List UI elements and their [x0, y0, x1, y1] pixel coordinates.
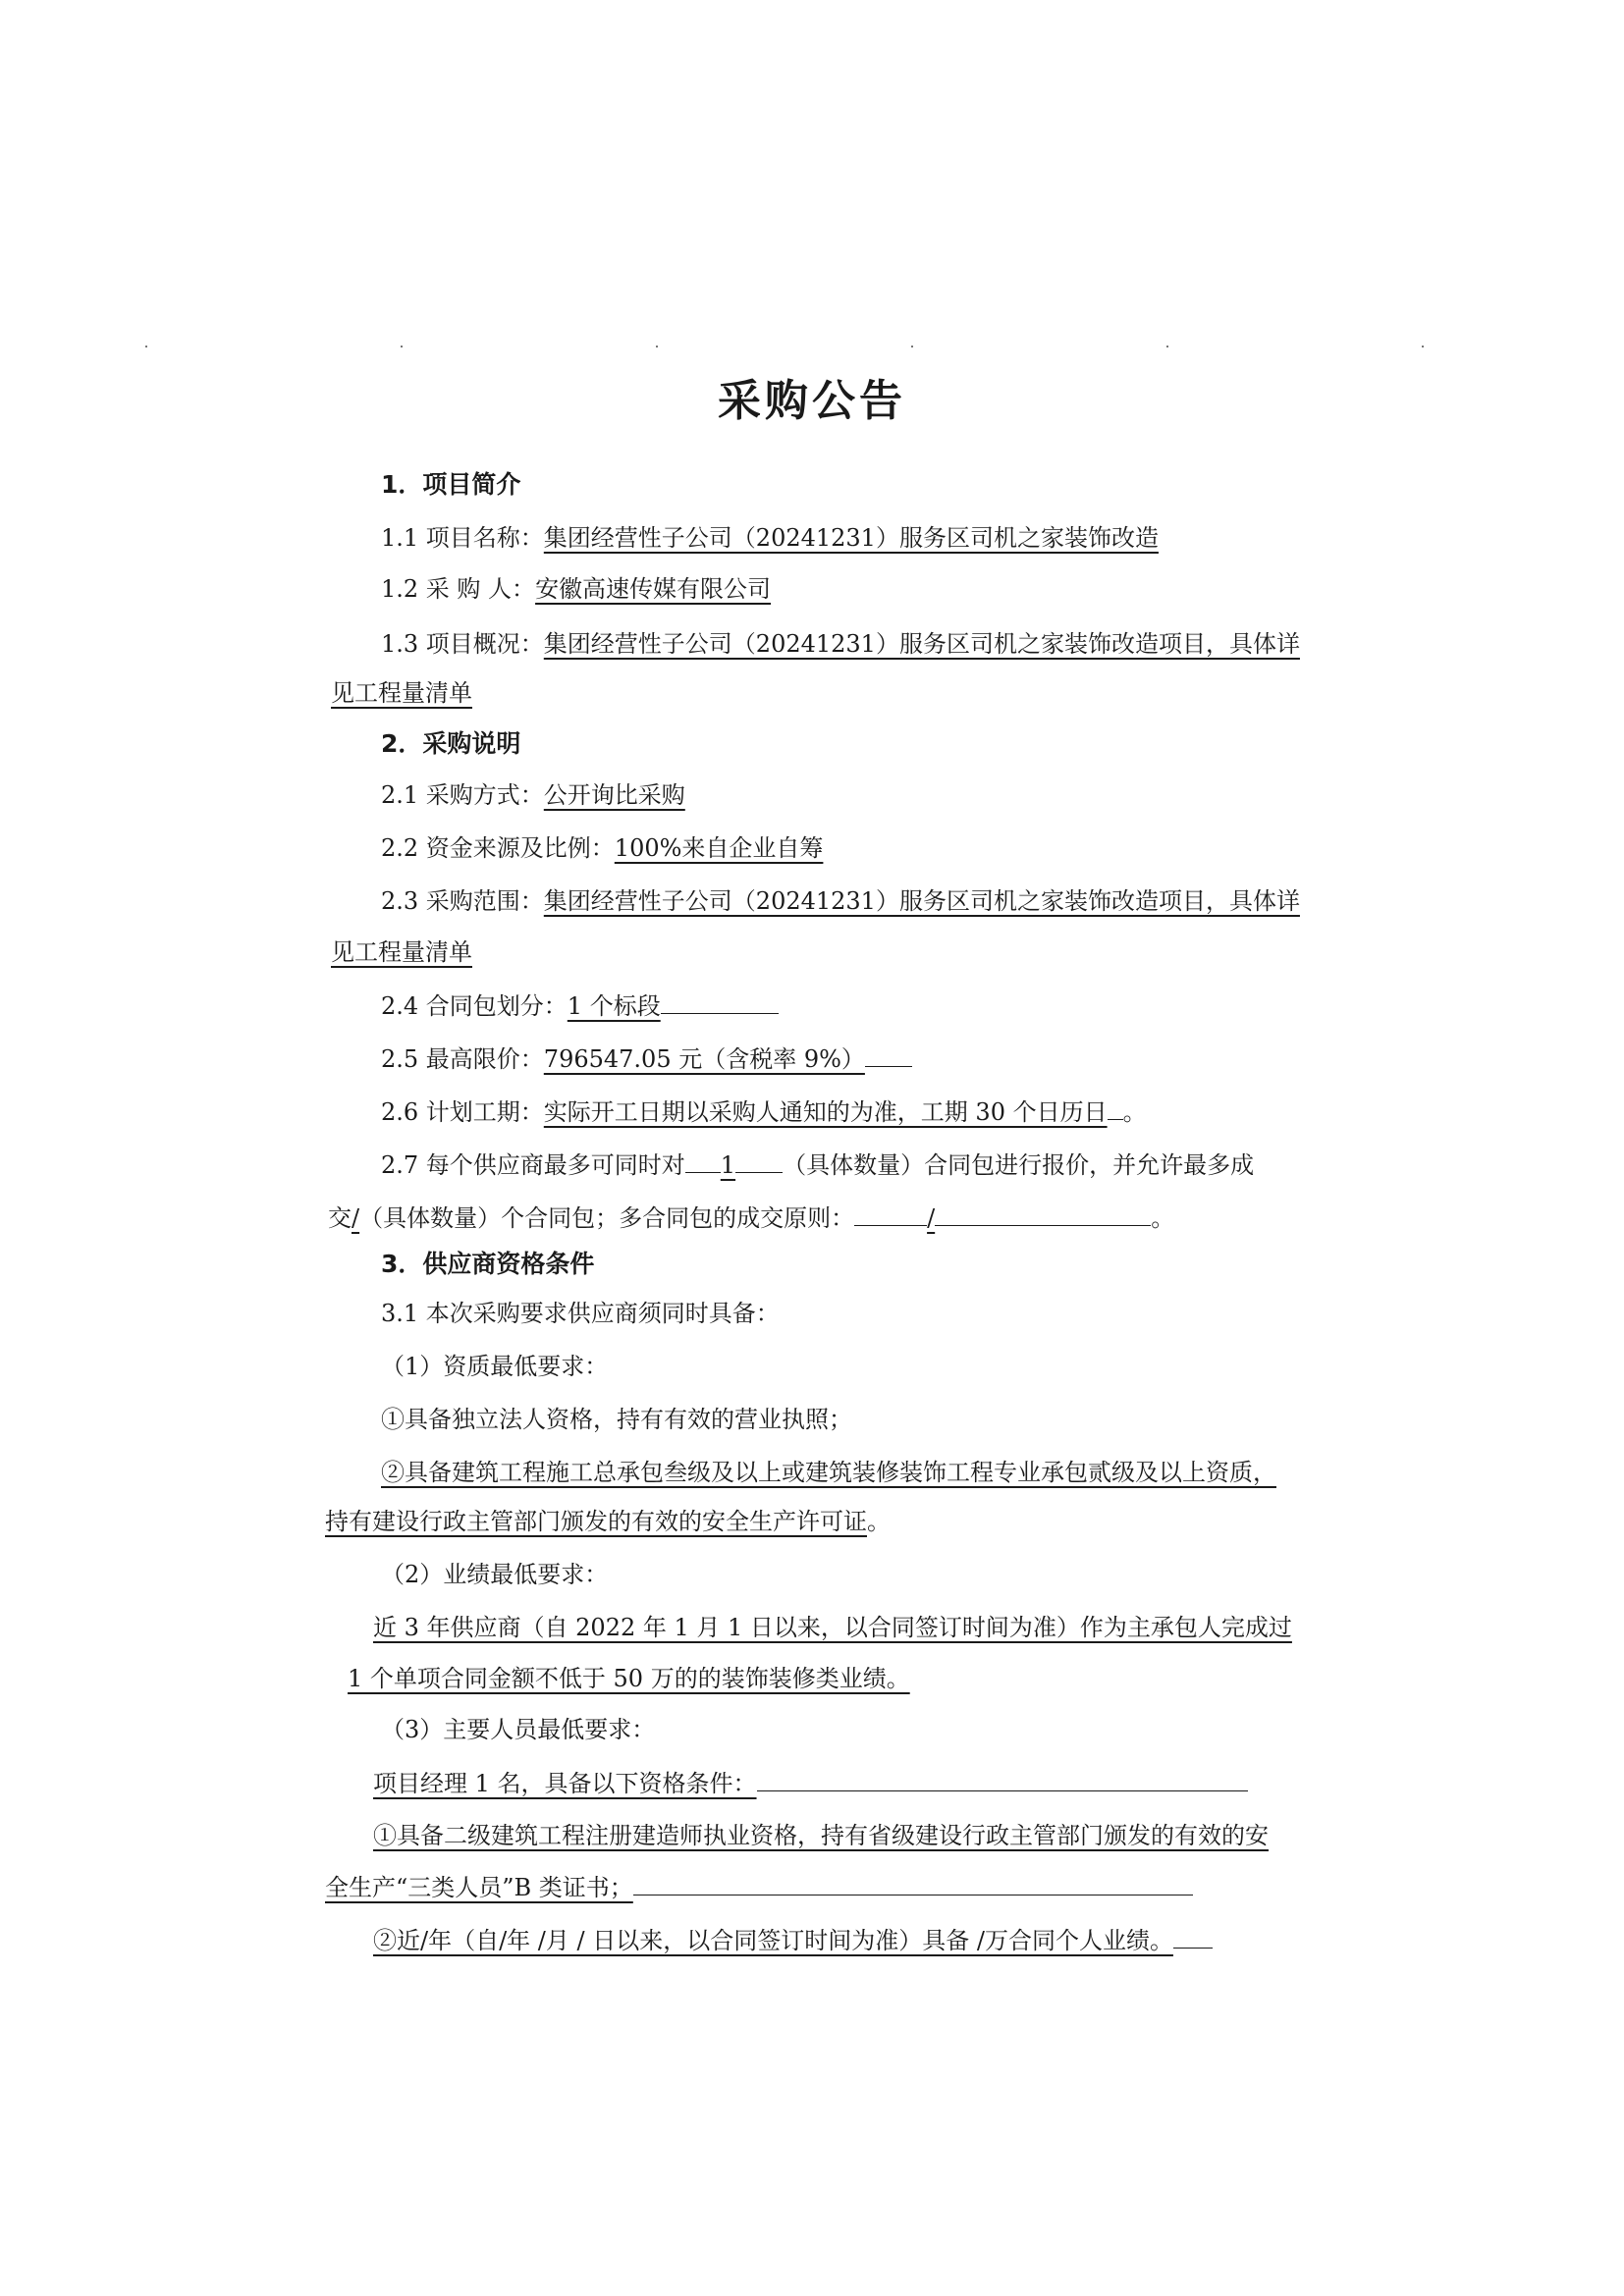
item-2-7-blank-a [854, 1201, 927, 1226]
item-1-3-label: 1.3 项目概况： [381, 630, 544, 658]
item-2-3-continuation [331, 936, 472, 968]
req-1-b-continuation [325, 1506, 891, 1537]
req-2-a-text: 近 3 年供应商（自 2022 年 1 月 1 日以来，以合同签订时间为准）作为主承包人完成过 [373, 1614, 1292, 1641]
item-1-2-label: 1.2 采 购 人： [381, 575, 536, 603]
item-2-1-value: 公开询比采购 [543, 781, 685, 809]
item-2-2-label: 2.2 资金来源及比例： [381, 834, 615, 862]
req-3-c-text: ②近/年（自/年 /月 / 日以来，以合同签订时间为准）具备 /万合同个人业绩。 [373, 1927, 1173, 1954]
item-2-1 [381, 779, 685, 811]
req-3-b-text-cont: 全生产“三类人员”B 类证书； [325, 1874, 633, 1901]
scan-speck [1422, 346, 1424, 347]
req-3-c-blank [1173, 1924, 1213, 1949]
req-1-b-end: 。 [867, 1508, 891, 1535]
item-1-3-value: 集团经营性子公司（20241231）服务区司机之家装饰改造项目，具体详 [543, 630, 1300, 658]
item-2-5 [381, 1042, 912, 1075]
item-1-3-continuation [331, 677, 472, 709]
item-2-7-continuation [328, 1201, 1174, 1234]
item-2-7-text-b: （具体数量）合同包进行报价，并允许最多成 [783, 1151, 1255, 1179]
req-3-a-text: 项目经理 1 名，具备以下资格条件： [373, 1770, 757, 1797]
req-1-b [381, 1457, 1276, 1488]
item-2-7-cont-slash: / [352, 1204, 360, 1232]
item-2-7-cont-end: 。 [1151, 1204, 1175, 1232]
item-2-3 [381, 885, 1300, 917]
scan-speck [401, 346, 403, 347]
item-2-7-blank-right [735, 1148, 783, 1173]
scan-speck [656, 346, 658, 347]
item-2-6-end: 。 [1122, 1098, 1147, 1126]
req-1-b-text: ②具备建筑工程施工总承包叁级及以上或建筑装修装饰工程专业承包贰级及以上资质， [381, 1459, 1276, 1486]
req-2-a [373, 1612, 1292, 1643]
item-2-3-label: 2.3 采购范围： [381, 887, 544, 915]
item-2-6 [381, 1095, 1147, 1128]
req-3-b-continuation [325, 1871, 1193, 1903]
item-2-3-value-cont: 见工程量清单 [331, 938, 472, 966]
item-1-3-value-cont: 见工程量清单 [331, 679, 472, 707]
item-2-6-label: 2.6 计划工期： [381, 1098, 544, 1126]
item-2-4 [381, 989, 779, 1022]
req-3-a-blank [757, 1767, 1248, 1791]
item-2-5-label: 2.5 最高限价： [381, 1045, 544, 1073]
item-2-6-blank [1108, 1095, 1123, 1120]
section-2-heading: 2．采购说明 [381, 729, 521, 758]
req-1-a: ①具备独立法人资格，持有有效的营业执照； [381, 1406, 852, 1433]
item-1-1-label: 1.1 项目名称： [381, 524, 544, 552]
item-2-4-label: 2.4 合同包划分： [381, 992, 568, 1020]
item-2-4-value: 1 个标段 [567, 992, 661, 1020]
section-3-heading: 3．供应商资格条件 [381, 1250, 595, 1278]
item-1-1 [381, 522, 1159, 554]
item-2-7-cont-b: （具体数量）个合同包；多合同包的成交原则： [359, 1204, 855, 1232]
item-2-7-cont-a: 交 [328, 1204, 352, 1232]
item-1-2-value: 安徽高速传媒有限公司 [535, 575, 772, 603]
item-2-2 [381, 832, 823, 864]
page-title: 采购公告 [718, 376, 906, 426]
req-2-b-text: 1 个单项合同金额不低于 50 万的的装饰装修类业绩。 [348, 1665, 910, 1692]
scan-speck [145, 346, 147, 347]
item-1-3 [381, 628, 1300, 660]
req-3-a [373, 1767, 1248, 1799]
req-3-c [373, 1924, 1213, 1956]
item-2-7-cont-slash2: / [927, 1204, 936, 1232]
scan-speck [911, 346, 913, 347]
item-2-5-blank [865, 1042, 912, 1067]
req-2-heading: （2）业绩最低要求： [381, 1561, 609, 1588]
item-1-2 [381, 573, 771, 605]
item-2-2-value: 100%来自企业自筹 [614, 834, 824, 862]
req-3-heading: （3）主要人员最低要求： [381, 1716, 656, 1743]
item-2-3-value: 集团经营性子公司（20241231）服务区司机之家装饰改造项目，具体详 [543, 887, 1300, 915]
item-2-4-blank [661, 989, 779, 1014]
req-3-b-text: ①具备二级建筑工程注册建造师执业资格，持有省级建设行政主管部门颁发的有效的安 [373, 1822, 1269, 1849]
item-2-6-value: 实际开工日期以采购人通知的为准，工期 30 个日历日 [543, 1098, 1108, 1126]
req-3-b [373, 1820, 1269, 1851]
item-2-1-label: 2.1 采购方式： [381, 781, 544, 809]
scan-speck [1166, 346, 1168, 347]
req-1-heading: （1）资质最低要求： [381, 1353, 609, 1380]
req-1-b-text-cont: 持有建设行政主管部门颁发的有效的安全生产许可证 [325, 1508, 867, 1535]
item-3-1: 3.1 本次采购要求供应商须同时具备： [381, 1300, 780, 1327]
req-2-b [348, 1663, 910, 1694]
item-2-7-blank-b [935, 1201, 1151, 1226]
item-2-7-text-a: 2.7 每个供应商最多可同时对 [381, 1151, 685, 1179]
item-2-7-blank-left [685, 1148, 721, 1173]
section-1-heading: 1．项目简介 [381, 470, 521, 499]
req-3-b-blank [633, 1871, 1193, 1896]
item-2-5-value: 796547.05 元（含税率 9%） [543, 1045, 865, 1073]
item-2-7-number: 1 [720, 1151, 736, 1179]
item-1-1-value: 集团经营性子公司（20241231）服务区司机之家装饰改造 [543, 524, 1159, 552]
item-2-7 [381, 1148, 1254, 1181]
